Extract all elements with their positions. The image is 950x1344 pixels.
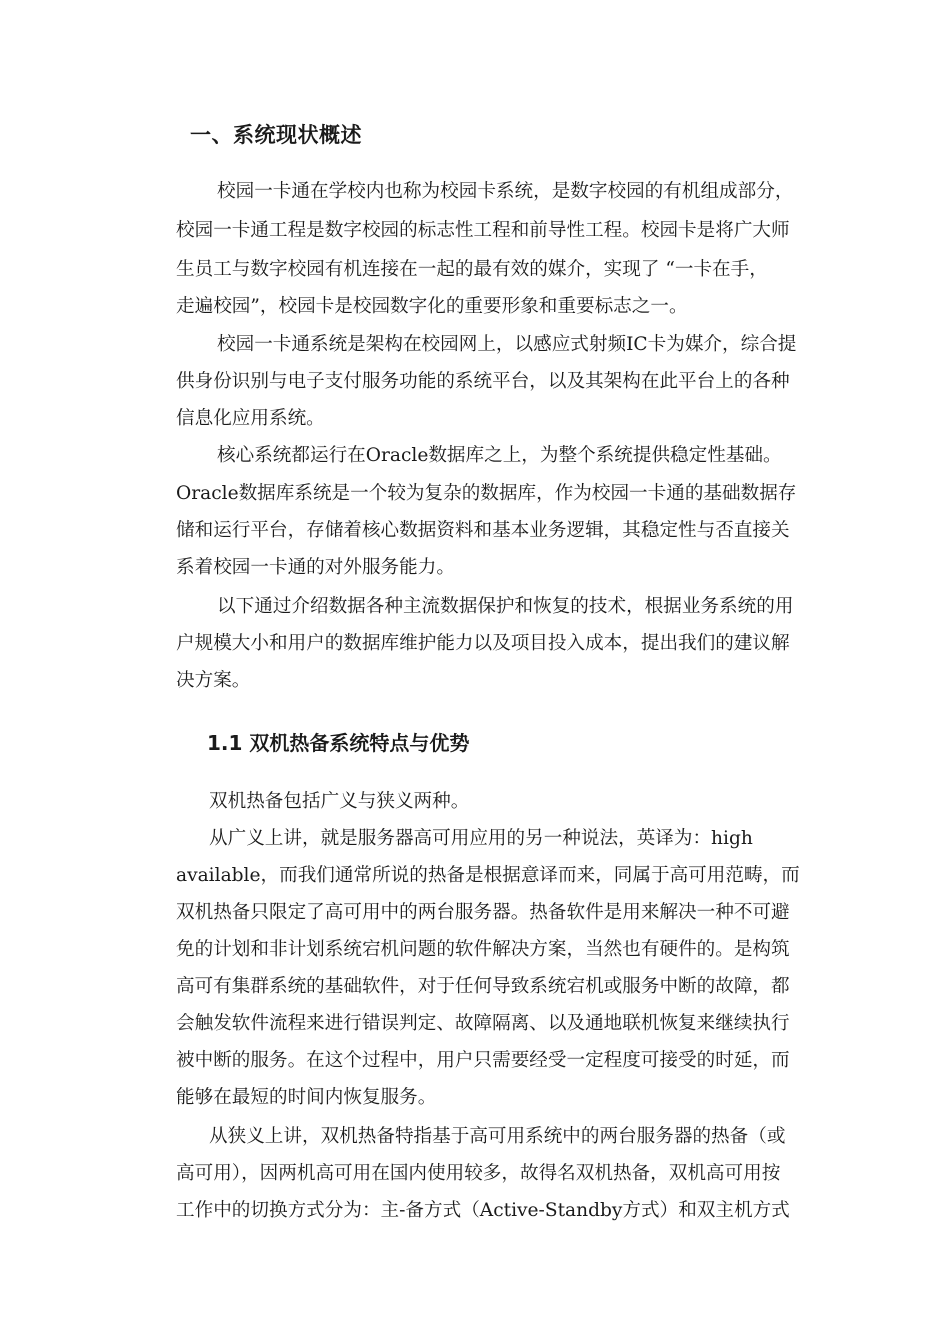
paragraph-line: 户规模大小和用户的数据库维护能力以及项目投入成本，提出我们的建议解	[176, 633, 790, 654]
paragraph-line: 从广义上讲，就是服务器高可用应用的另一种说法，英译为：high	[209, 828, 753, 849]
paragraph-line: 双机热备只限定了高可用中的两台服务器。热备软件是用来解决一种不可避	[176, 902, 790, 923]
paragraph-line: 校园一卡通系统是架构在校园网上，以感应式射频IC卡为媒介，综合提	[217, 334, 797, 355]
paragraph-line: 高可有集群系统的基础软件，对于任何导致系统宕机或服务中断的故障，都	[176, 976, 790, 997]
paragraph-line: 以下通过介绍数据各种主流数据保护和恢复的技术，根据业务系统的用	[217, 596, 794, 617]
paragraph-line: Oracle数据库系统是一个较为复杂的数据库，作为校园一卡通的基础数据存	[176, 483, 797, 504]
paragraph-line: 供身份识别与电子支付服务功能的系统平台，以及其架构在此平台上的各种	[176, 371, 790, 392]
paragraph-line: 免的计划和非计划系统宕机问题的软件解决方案，当然也有硬件的。是构筑	[176, 939, 790, 960]
paragraph-line: 储和运行平台，存储着核心数据资料和基本业务逻辑，其稳定性与否直接关	[176, 520, 790, 541]
paragraph-line: 系着校园一卡通的对外服务能力。	[176, 557, 455, 578]
section-heading-overview: 一、系统现状概述	[190, 123, 362, 147]
paragraph-line: 信息化应用系统。	[176, 408, 325, 429]
paragraph-line: 高可用），因两机高可用在国内使用较多，故得名双机热备，双机高可用按	[176, 1163, 781, 1184]
paragraph-line: 核心系统都运行在Oracle数据库之上，为整个系统提供稳定性基础。	[217, 445, 782, 466]
paragraph-line: 走遍校园”，校园卡是校园数字化的重要形象和重要标志之一。	[176, 296, 688, 317]
paragraph-line: 校园一卡通在学校内也称为校园卡系统，是数字校园的有机组成部分，	[217, 181, 794, 202]
paragraph-line: 双机热备包括广义与狭义两种。	[209, 791, 470, 812]
section-heading-dual-machine: 1.1 双机热备系统特点与优势	[207, 731, 470, 755]
paragraph-line: 生员工与数字校园有机连接在一起的最有效的媒介，实现了 “一卡在手，	[176, 259, 768, 280]
paragraph-line: 决方案。	[176, 670, 251, 691]
paragraph-line: 从狭义上讲，双机热备特指基于高可用系统中的两台服务器的热备（或	[209, 1126, 786, 1147]
paragraph-line: 被中断的服务。在这个过程中，用户只需要经受一定程度可接受的时延，而	[176, 1050, 790, 1071]
paragraph-line: 工作中的切换方式分为：主-备方式（Active-Standby方式）和双主机方式	[176, 1200, 790, 1221]
paragraph-line: 会触发软件流程来进行错误判定、故障隔离、以及通地联机恢复来继续执行	[176, 1013, 790, 1034]
paragraph-line: 能够在最短的时间内恢复服务。	[176, 1087, 437, 1108]
paragraph-line: available，而我们通常所说的热备是根据意译而来，同属于高可用范畴，而	[176, 865, 800, 886]
paragraph-line: 校园一卡通工程是数字校园的标志性工程和前导性工程。校园卡是将广大师	[176, 220, 790, 241]
